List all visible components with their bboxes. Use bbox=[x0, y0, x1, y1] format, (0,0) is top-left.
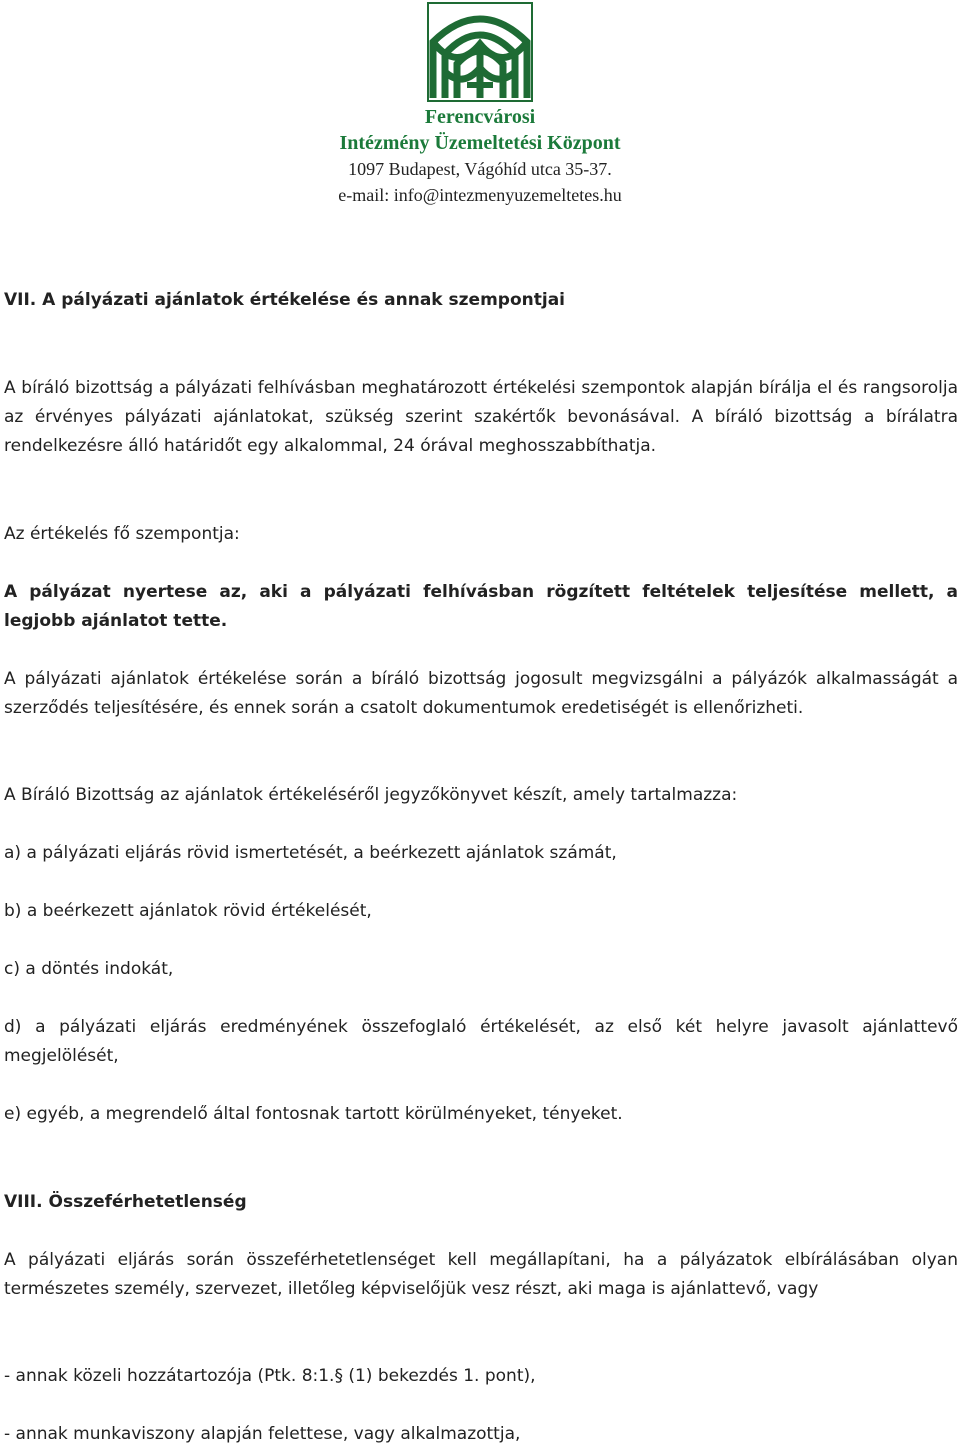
main-criterion-text: A pályázat nyertese az, aki a pályázati felhívásban rögzített feltételek teljesítése mellett, a legjobb ajánlatot tette. bbox=[4, 582, 958, 631]
list-item-a: a) a pályázati eljárás rövid ismertetését, a beérkezett ajánlatok számát, bbox=[4, 843, 617, 863]
org-address: 1097 Budapest, Vágóhíd utca 35-37. bbox=[348, 159, 612, 179]
list-item-b: b) a beérkezett ajánlatok rövid értékelését, bbox=[4, 901, 372, 921]
list-item-c: c) a döntés indokát, bbox=[4, 959, 174, 979]
main-criterion-label: Az értékelés fő szempontja: bbox=[4, 524, 240, 544]
section-7-paragraph-1: A bíráló bizottság a pályázati felhívásban meghatározott értékelési szempontok alapján bírálja el és rangsorolja az érvényes pályázati ajánlatokat, szükség szerint szakértők bevonásával. A bíráló bizottság a bírálatra rendelkezésre álló határidőt egy alkalommal, 24 órával meghosszabbíthatja. bbox=[4, 378, 958, 456]
org-name-line1: Ferencvárosi bbox=[424, 106, 536, 128]
letterhead bbox=[0, 2, 960, 208]
section-7-paragraph-2: A pályázati ajánlatok értékelése során a bíráló bizottság jogosult megvizsgálni a pályázók alkalmasságát a szerződés teljesítésére, és ennek során a csatolt dokumentumok eredetiségét is ellenőrizheti. bbox=[4, 669, 958, 718]
section-8-paragraph-1: A pályázati eljárás során összeférhetetlenséget kell megállapítani, ha a pályázatok elbírálásában olyan természetes személy, szervezet, illetőleg képviselőjük vesz részt, aki maga is ajánlattevő, vagy bbox=[4, 1250, 958, 1299]
org-email: e-mail: info@intezmenyuzemeltetes.hu bbox=[338, 185, 622, 205]
bullet-item-1: - annak közeli hozzátartozója (Ptk. 8:1.§ (1) bekezdés 1. pont), bbox=[4, 1366, 536, 1386]
section-7-heading: VII. A pályázati ajánlatok értékelése és annak szempontjai bbox=[4, 290, 565, 310]
section-8-heading: VIII. Összeférhetetlenség bbox=[4, 1192, 247, 1212]
bullet-item-2: - annak munkaviszony alapján felettese, vagy alkalmazottja, bbox=[4, 1424, 521, 1444]
arches-logo-icon bbox=[427, 2, 533, 102]
org-name-line2: Intézmény Üzemeltetési Központ bbox=[339, 132, 621, 154]
list-item-e: e) egyéb, a megrendelő által fontosnak tartott körülményeket, tényeket. bbox=[4, 1104, 623, 1124]
minutes-intro: A Bíráló Bizottság az ajánlatok értékeléséről jegyzőkönyvet készít, amely tartalmazza: bbox=[4, 785, 738, 805]
list-item-d: d) a pályázati eljárás eredményének összefoglaló értékelését, az első két helyre javasolt ajánlattevő megjelölését, bbox=[4, 1017, 958, 1066]
